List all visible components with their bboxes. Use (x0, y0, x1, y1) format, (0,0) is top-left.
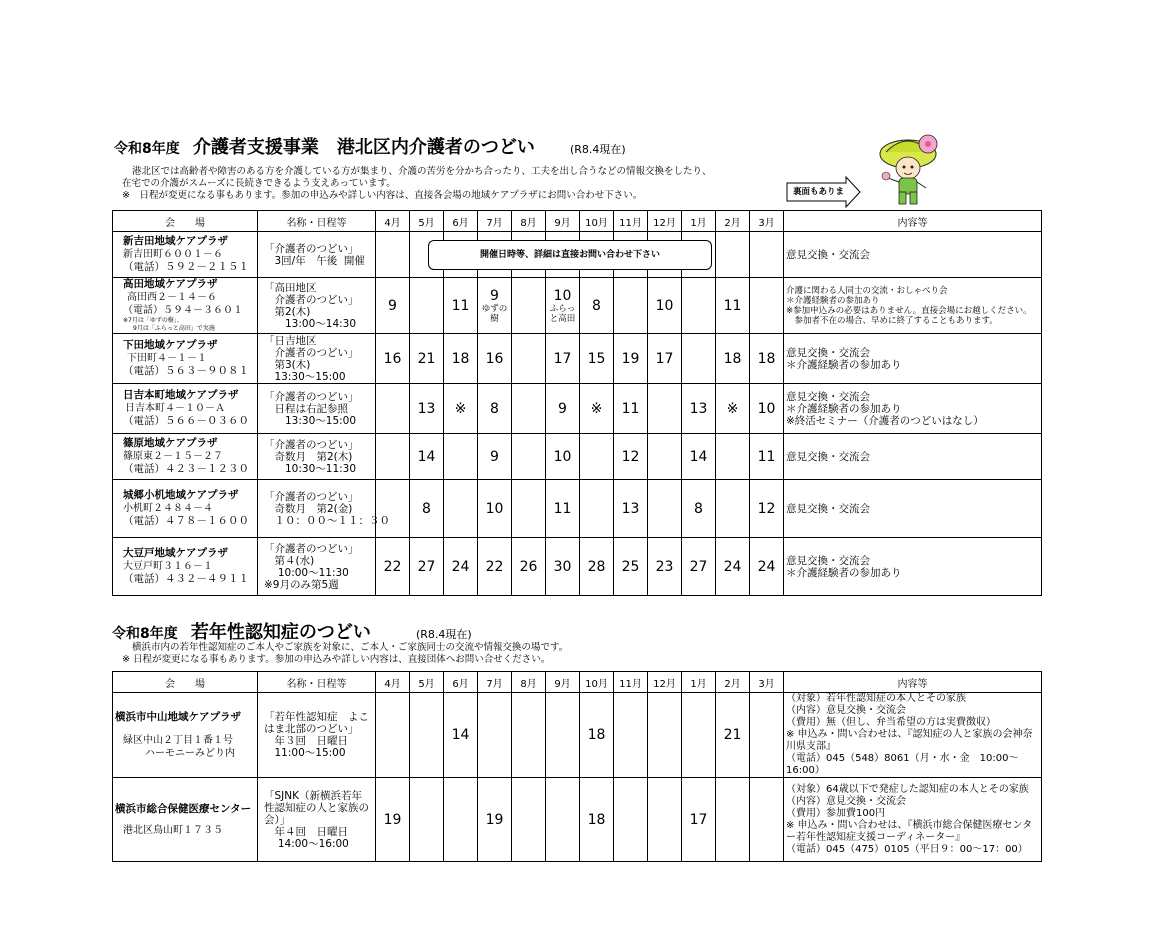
intro-line: 在宅での介護がスムーズに長続きできるよう支えあっています。 (122, 178, 396, 189)
venue-cell (113, 538, 258, 596)
month-cell: 16 (376, 334, 410, 384)
month-cell: 21 (716, 693, 750, 778)
month-cell (512, 334, 546, 384)
month-cell: 11 (444, 278, 478, 334)
header-venue: 会 場 (113, 672, 258, 693)
month-cell (682, 693, 716, 778)
schedule-cell: 「介護者のつどい」 第４(水) 10:00～11:30 ※9月のみ第5週 (258, 538, 376, 596)
month-cell: 13 (614, 480, 648, 538)
month-value: 10 (553, 287, 572, 304)
month-cell: 18 (580, 693, 614, 778)
month-cell (546, 693, 580, 778)
month-cell: 14 (444, 693, 478, 778)
intro-line: 港北区では高齢者や障害のある方を介護している方が集まり、介護の苦労を分かち合ったり、工夫を出し合うなどの情報交換をしたり、 (132, 166, 712, 177)
month-cell: 25 (614, 538, 648, 596)
header-schedule: 名称・日程等 (258, 211, 376, 232)
month-cell: 17 (648, 334, 682, 384)
month-cell (648, 693, 682, 778)
month-cell (682, 278, 716, 334)
month-cell (614, 278, 648, 334)
month-cell (648, 480, 682, 538)
section1-year: 令和8年度 (114, 141, 180, 157)
month-cell: 14 (410, 434, 444, 480)
table-row (113, 384, 1042, 434)
venue-name: 新吉田地域ケアプラザ (123, 235, 228, 247)
header-month: 5月 (410, 672, 444, 693)
table-row (113, 693, 1042, 778)
month-cell: 24 (716, 538, 750, 596)
venue-phone: （電話）５９４－３６０１ (123, 305, 243, 316)
month-cell: 18 (750, 334, 784, 384)
month-cell (512, 693, 546, 778)
table-row (113, 434, 1042, 480)
month-cell (410, 693, 444, 778)
month-cell: 14 (682, 434, 716, 480)
venue-cell (113, 232, 258, 278)
venue-name: 篠原地域ケアプラザ (123, 437, 218, 449)
venue-phone: （電話）５９２－２１５１ (123, 261, 249, 273)
month-cell: 10 (546, 434, 580, 480)
month-cell (376, 434, 410, 480)
schedule-cell: 「介護者のつどい」 3回/年 午後 開催 (258, 232, 376, 278)
month-cell: 22 (376, 538, 410, 596)
section2-intro (122, 642, 568, 666)
table-row (113, 778, 1042, 862)
month-cell: 9 (376, 278, 410, 334)
month-cell (750, 232, 784, 278)
month-cell (376, 480, 410, 538)
month-cell (716, 232, 750, 278)
month-cell: 30 (546, 538, 580, 596)
month-cell: 8 (478, 384, 512, 434)
mascot-icon (872, 128, 952, 210)
header-month: 7月 (478, 672, 512, 693)
month-cell: 17 (546, 334, 580, 384)
section2-as-of: (R8.4現在) (415, 628, 472, 641)
month-cell (546, 778, 580, 862)
month-cell (682, 334, 716, 384)
venue-cell (113, 778, 258, 862)
venue-address: 高田西２－１４－６ (127, 292, 217, 303)
month-cell: ※ (716, 384, 750, 434)
venue-cell (113, 480, 258, 538)
table-row (113, 278, 1042, 334)
section1-intro (122, 166, 712, 202)
header-month: 9月 (546, 211, 580, 232)
month-cell: 10 (750, 384, 784, 434)
header-month: 12月 (648, 211, 682, 232)
month-cell (648, 384, 682, 434)
header-month: 11月 (614, 211, 648, 232)
venue-cell (113, 384, 258, 434)
month-cell: 12 (750, 480, 784, 538)
header-month: 1月 (682, 672, 716, 693)
month-cell: 11 (546, 480, 580, 538)
venue-name: 横浜市中山地域ケアプラザ (115, 710, 241, 723)
venue-name: 高田地域ケアプラザ (123, 278, 218, 290)
month-cell: 9 (546, 384, 580, 434)
intro-line: 横浜市内の若年性認知症のご本人やご家族を対象に、ご本人・ご家族同士の交流や情報交換の場です。 (132, 642, 569, 653)
content-cell: 意見交換・交流会 ＊介護経験者の参加あり (784, 538, 1042, 596)
content-cell: 介護に関わる人同士の交流・おしゃべり会 ＊介護経験者の参加あり ※参加申込みの必要はありません。直接会場にお越しください。 参加者不在の場合、早めに終了することもあります。 (784, 278, 1042, 334)
venue-note: ※7月は「ゆずの樹」、 (123, 317, 183, 324)
venue-address: ハーモニーみどり内 (145, 747, 235, 759)
content-cell: （対象）若年性認知症の本人とその家族 （内容）意見交換・交流会 （費用）無（但し、弁当希望の方は実費徴収） ※ 申込み・問い合わせは、『認知症の人と家族の会神奈川県支部』 （電話）045（548）8061（月・水・金 10:00～16:00） (784, 693, 1042, 778)
month-cell (546, 278, 580, 334)
contact-notice-banner: 開催日時等、詳細は直接お問い合わせ下さい (428, 240, 712, 270)
header-month: 1月 (682, 211, 716, 232)
section1-title: 介護者支援事業 港北区内介護者のつどい (192, 137, 535, 158)
header-month: 2月 (716, 672, 750, 693)
month-cell: 11 (750, 434, 784, 480)
header-month: 11月 (614, 672, 648, 693)
month-cell: 28 (580, 538, 614, 596)
month-cell: 8 (410, 480, 444, 538)
month-cell: ※ (444, 384, 478, 434)
table-header-row (113, 672, 1042, 693)
month-cell: 8 (580, 278, 614, 334)
month-value: 9 (490, 287, 499, 304)
venue-address: 篠原東２－１５－２７ (123, 451, 223, 462)
venue-note: 9月は「ふらっと高田」で実施 (133, 325, 215, 332)
month-cell (648, 434, 682, 480)
month-cell (750, 278, 784, 334)
month-cell: 12 (614, 434, 648, 480)
month-cell: 19 (376, 778, 410, 862)
section2-header (112, 618, 472, 644)
schedule-cell: 「介護者のつどい」 日程は右記参照 13:30～15:00 (258, 384, 376, 434)
content-cell: 意見交換・交流会 (784, 232, 1042, 278)
venue-name: 大豆戸地域ケアプラザ (123, 547, 228, 559)
header-month: 3月 (750, 672, 784, 693)
month-cell (478, 693, 512, 778)
month-note: ゆずの 樹 (481, 303, 508, 324)
schedule-cell: 「若年性認知症 よこ はま北部のつどい」 年３回 日曜日 11:00～15:00 (258, 693, 376, 778)
month-cell (512, 384, 546, 434)
month-cell (478, 278, 512, 334)
header-month: 6月 (444, 211, 478, 232)
month-cell (410, 778, 444, 862)
header-month: 3月 (750, 211, 784, 232)
month-cell: 15 (580, 334, 614, 384)
month-cell (716, 480, 750, 538)
venue-phone: （電話）４２３－１２３０ (123, 463, 249, 475)
month-cell: 19 (478, 778, 512, 862)
header-month: 10月 (580, 672, 614, 693)
month-cell (444, 480, 478, 538)
month-cell (444, 434, 478, 480)
header-content: 内容等 (784, 211, 1042, 232)
month-cell (750, 778, 784, 862)
month-cell: 26 (512, 538, 546, 596)
content-cell: 意見交換・交流会 ＊介護経験者の参加あり ※終活セミナー（介護者のつどいはなし） (784, 384, 1042, 434)
header-month: 7月 (478, 211, 512, 232)
schedule-cell: 「介護者のつどい」 奇数月 第2(木) 10:30～11:30 (258, 434, 376, 480)
intro-line: ※ 日程が変更になる事もあります。参加の申込みや詳しい内容は、直接団体へお問い合せください。 (122, 654, 551, 665)
month-cell: 19 (614, 334, 648, 384)
month-cell: 9 (478, 434, 512, 480)
month-cell: 17 (682, 778, 716, 862)
header-month: 12月 (648, 672, 682, 693)
venue-cell (113, 693, 258, 778)
month-cell (410, 278, 444, 334)
month-cell (580, 434, 614, 480)
venue-phone: （電話）４３２－４９１１ (123, 573, 249, 585)
month-cell: 13 (410, 384, 444, 434)
venue-name: 城郷小机地域ケアプラザ (123, 489, 239, 501)
content-cell: 意見交換・交流会 (784, 434, 1042, 480)
header-month: 5月 (410, 211, 444, 232)
schedule-cell: 「高田地区 介護者のつどい」 第2(木) 13:00～14:30 (258, 278, 376, 334)
month-cell (376, 693, 410, 778)
month-cell (512, 778, 546, 862)
venue-phone: （電話）５６６－０３６０ (123, 415, 249, 427)
month-cell: 24 (444, 538, 478, 596)
venue-cell (113, 434, 258, 480)
header-month: 2月 (716, 211, 750, 232)
table-header-row (113, 211, 1042, 232)
section2-title: 若年性認知症のつどい (190, 622, 371, 643)
header-month: 8月 (512, 672, 546, 693)
month-cell: 11 (716, 278, 750, 334)
venue-address: 大豆戸町３１６－１ (123, 561, 213, 572)
month-cell (512, 480, 546, 538)
header-content: 内容等 (784, 672, 1042, 693)
section1-as-of: (R8.4現在) (569, 143, 626, 156)
header-month: 9月 (546, 672, 580, 693)
month-cell: 27 (410, 538, 444, 596)
intro-line: ※ 日程が変更になる事もあります。参加の申込みや詳しい内容は、直接各会場の地域ケアプラザにお問い合わせ下さい。 (122, 190, 643, 201)
table-row (113, 334, 1042, 384)
month-cell: ※ (580, 384, 614, 434)
venue-cell (113, 334, 258, 384)
venue-cell (113, 278, 258, 334)
month-cell: 18 (444, 334, 478, 384)
month-cell (376, 384, 410, 434)
month-cell (580, 480, 614, 538)
venue-address: 緑区中山２丁目１番１号 (123, 734, 233, 746)
header-month: 6月 (444, 672, 478, 693)
month-cell: 10 (478, 480, 512, 538)
table-row (113, 538, 1042, 596)
venue-address: 新吉田町６００１－６ (123, 249, 223, 260)
header-month: 4月 (376, 672, 410, 693)
month-cell: 10 (648, 278, 682, 334)
venue-address: 下田町４－１－１ (127, 353, 207, 364)
month-cell (512, 434, 546, 480)
month-cell (614, 693, 648, 778)
table-row (113, 480, 1042, 538)
month-cell (444, 778, 478, 862)
month-cell (614, 778, 648, 862)
header-month: 10月 (580, 211, 614, 232)
section1-header (114, 133, 626, 159)
content-cell: 意見交換・交流会 ＊介護経験者の参加あり (784, 334, 1042, 384)
month-cell (716, 434, 750, 480)
month-cell: 24 (750, 538, 784, 596)
month-cell: 23 (648, 538, 682, 596)
schedule-cell: 「介護者のつどい」 奇数月 第2(金) １０：００～１１：３０ (258, 480, 376, 538)
venue-phone: （電話）４７８－１６００ (123, 515, 249, 527)
venue-address: 港北区鳥山町１７３５ (123, 824, 223, 836)
month-cell (376, 232, 410, 278)
venue-name: 下田地域ケアプラザ (123, 339, 218, 351)
content-cell: （対象）64歳以下で発症した認知症の本人とその家族 （内容）意見交換・交流会 （費用）参加費100円 ※ 申込み・問い合わせは、『横浜市総合保健医療センター若年性認知症支援コーディネーター』 （電話）045（475）0105（平日９：00～17：00） (784, 778, 1042, 862)
month-cell: 11 (614, 384, 648, 434)
content-cell: 意見交換・交流会 (784, 480, 1042, 538)
month-cell (512, 278, 546, 334)
month-note: ふらっ と高田 (549, 303, 576, 324)
venue-name: 日吉本町地域ケアプラザ (123, 389, 239, 401)
venue-phone: （電話）５６３－９０８１ (123, 365, 249, 377)
section2-year: 令和8年度 (112, 626, 178, 642)
month-cell: 18 (716, 334, 750, 384)
month-cell: 8 (682, 480, 716, 538)
month-cell: 22 (478, 538, 512, 596)
header-month: 8月 (512, 211, 546, 232)
month-cell: 18 (580, 778, 614, 862)
month-cell (716, 778, 750, 862)
venue-address: 小机町２４８４－４ (123, 503, 213, 514)
header-venue: 会 場 (113, 211, 258, 232)
header-month: 4月 (376, 211, 410, 232)
month-cell (648, 778, 682, 862)
schedule-cell: 「SJNK（新横浜若年 性認知症の人と家族の 会）」 年４回 日曜日 14:00～16:00 (258, 778, 376, 862)
month-cell (750, 693, 784, 778)
month-cell: 13 (682, 384, 716, 434)
venue-name: 横浜市総合保健医療センター (115, 802, 252, 815)
young-onset-dementia-table (112, 671, 1042, 862)
back-side-label: 裏面もありま (793, 187, 845, 197)
month-cell: 21 (410, 334, 444, 384)
schedule-cell: 「日吉地区 介護者のつどい」 第3(木) 13:30～15:00 (258, 334, 376, 384)
month-cell: 16 (478, 334, 512, 384)
month-cell: 27 (682, 538, 716, 596)
header-schedule: 名称・日程等 (258, 672, 376, 693)
venue-address: 日吉本町４－１０－Ａ (125, 403, 225, 414)
